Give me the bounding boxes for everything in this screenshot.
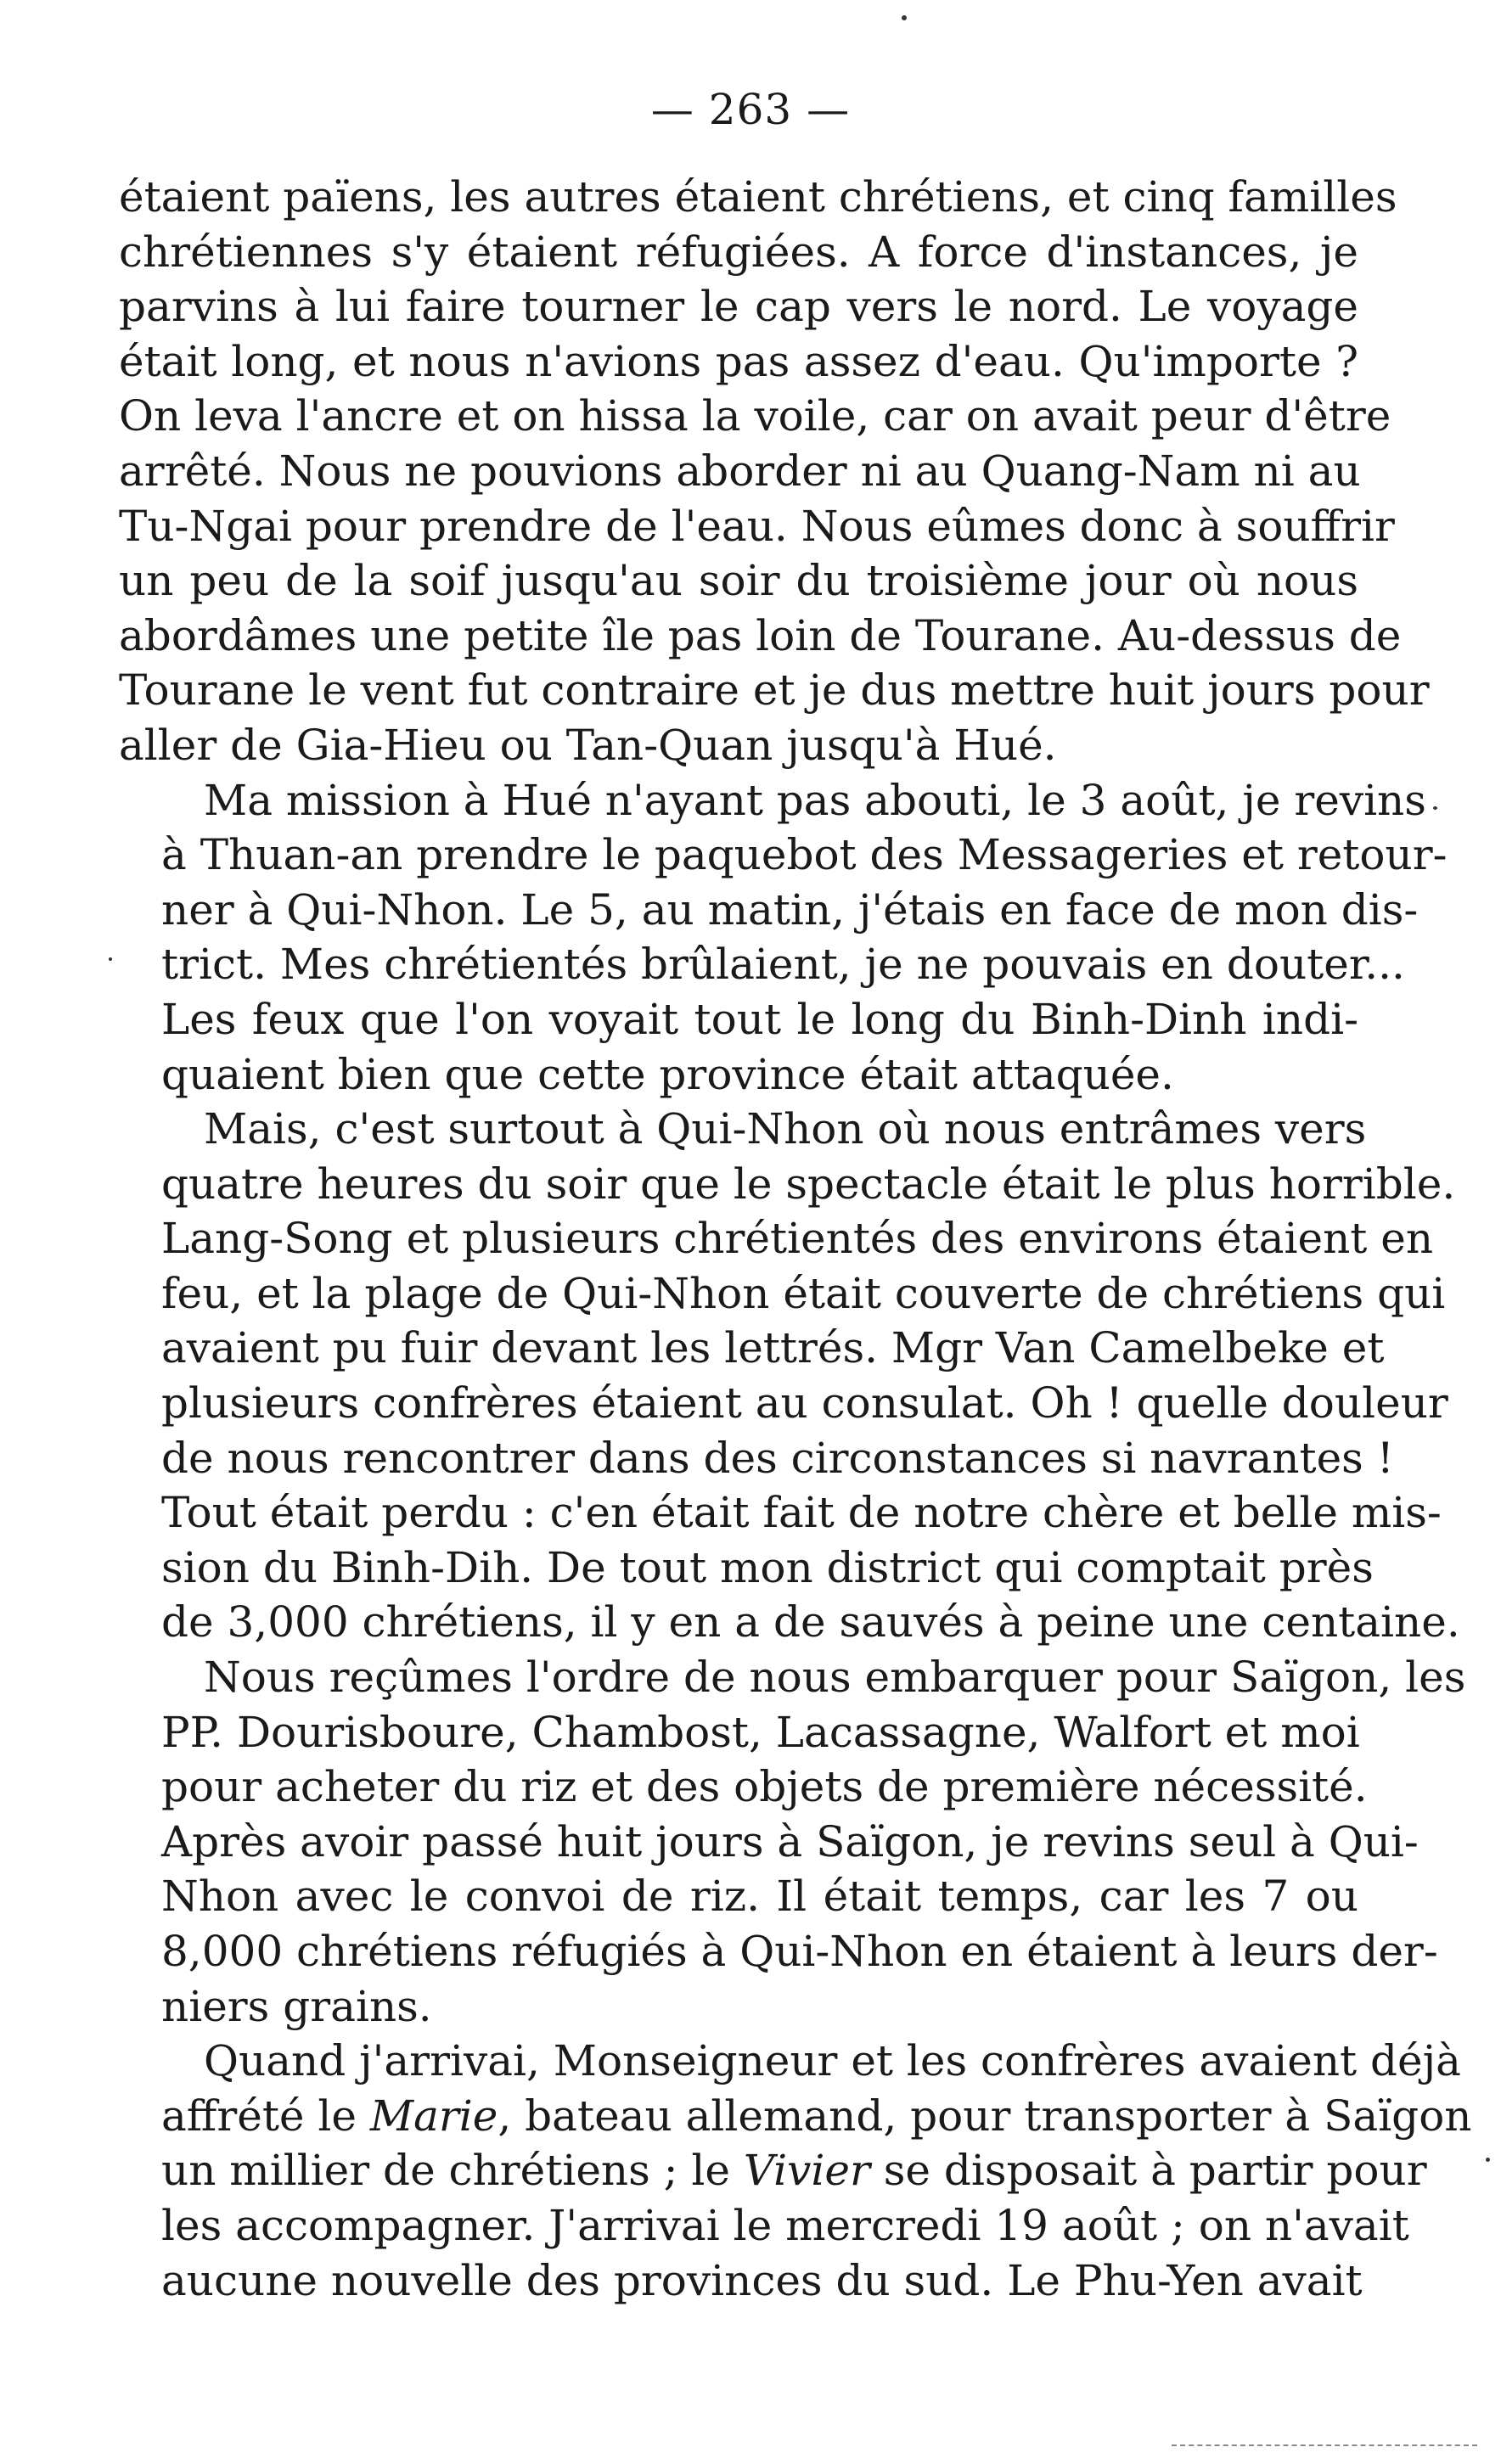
text-line: un millier de chrétiens ; le Vivier se disposait à partir pour — [161, 2146, 1427, 2196]
print-speck — [109, 957, 112, 961]
text-line: Nous reçûmes l'ordre de nous embarquer pour Saïgon, les — [204, 1653, 1466, 1703]
text-line: On leva l'ancre et on hissa la voile, car on avait peur d'être — [119, 391, 1391, 441]
paragraph-2 — [119, 773, 1448, 1103]
print-speck — [902, 15, 907, 20]
text-line: affrété le Marie, bateau allemand, pour transporter à Saïgon — [161, 2091, 1472, 2141]
paragraph-4 — [119, 1650, 1466, 2034]
text-line: Tourane le vent fut contraire et je dus mettre huit jours pour — [119, 665, 1430, 716]
print-speck — [1433, 806, 1437, 810]
text-line: aucune nouvelle des provinces du sud. Le Phu-Yen avait — [161, 2255, 1363, 2305]
text-line: Tu-Ngai pour prendre de l'eau. Nous eûmes donc à souffrir — [119, 501, 1395, 551]
text-line: arrêté. Nous ne pouvions aborder ni au Quang-Nam ni au — [119, 446, 1361, 496]
print-speck — [1486, 2158, 1490, 2162]
text-line: feu, et la plage de Qui-Nhon était couverte de chrétiens qui — [161, 1268, 1446, 1318]
text-line: étaient païens, les autres étaient chrétiens, et cinq familles — [119, 172, 1397, 222]
text-line: Lang-Song et plusieurs chrétientés des environs étaient en — [161, 1214, 1434, 1264]
text-line: PP. Dourisboure, Chambost, Lacassagne, Walfort et moi — [161, 1707, 1360, 1757]
body-text — [119, 170, 1472, 2308]
text-line: plusieurs confrères étaient au consulat. Oh ! quelle douleur — [161, 1378, 1448, 1428]
text-line: parvins à lui faire tourner le cap vers le nord. Le voyage — [119, 282, 1358, 332]
text-line: Après avoir passé huit jours à Saïgon, je revins seul à Qui- — [161, 1816, 1419, 1866]
text-line: Mais, c'est surtout à Qui-Nhon où nous entrâmes vers — [204, 1104, 1367, 1154]
text-line: abordâmes une petite île pas loin de Tourane. Au-dessus de — [119, 610, 1402, 660]
page-number: — 263 — — [650, 85, 851, 134]
text-line: quaient bien que cette province était attaquée. — [161, 1049, 1174, 1099]
text-line: aller de Gia-Hieu ou Tan-Quan jusqu'à Hué. — [119, 720, 1057, 770]
text-line: quatre heures du soir que le spectacle était le plus horrible. — [161, 1159, 1456, 1209]
text-line: avaient pu fuir devant les lettrés. Mgr Van Camelbeke et — [161, 1323, 1385, 1373]
text-line: était long, et nous n'avions pas assez d'eau. Qu'importe ? — [119, 336, 1358, 386]
paragraph-3 — [119, 1102, 1460, 1650]
text-line: Les feux que l'on voyait tout le long du Binh-Dinh indi- — [161, 994, 1358, 1044]
bottom-edge-rule — [1172, 2444, 1477, 2446]
paragraph-1 — [119, 170, 1430, 773]
text-line: pour acheter du riz et des objets de première nécessité. — [161, 1762, 1368, 1812]
text-line: niers grains. — [161, 1981, 432, 2031]
paragraph-5 — [119, 2034, 1472, 2308]
text-line: de 3,000 chrétiens, il y en a de sauvés à peine une centaine. — [161, 1597, 1460, 1647]
text-line: les accompagner. J'arrivai le mercredi 19 août ; on n'avait — [161, 2200, 1409, 2250]
text-line: trict. Mes chrétientés brûlaient, je ne pouvais en douter... — [161, 940, 1405, 990]
text-line: 8,000 chrétiens réfugiés à Qui-Nhon en étaient à leurs der- — [161, 1927, 1438, 1976]
text-line: un peu de la soif jusqu'au soir du troisième jour où nous — [119, 556, 1358, 606]
text-line: de nous rencontrer dans des circonstances si navrantes ! — [161, 1433, 1394, 1483]
text-line: Tout était perdu : c'en était fait de notre chère et belle mis- — [161, 1488, 1442, 1538]
text-line: chrétiennes s'y étaient réfugiées. A force d'instances, je — [119, 227, 1358, 277]
text-line: Quand j'arrivai, Monseigneur et les confrères avaient déjà — [204, 2036, 1461, 2086]
text-line: Nhon avec le convoi de riz. Il était temps, car les 7 ou — [161, 1872, 1358, 1922]
text-line: à Thuan-an prendre le paquebot des Messageries et retour- — [161, 830, 1448, 880]
text-line: Ma mission à Hué n'ayant pas abouti, le 3 août, je revins — [204, 775, 1426, 825]
text-line: sion du Binh-Dih. De tout mon district qui comptait près — [161, 1542, 1374, 1592]
text-line: ner à Qui-Nhon. Le 5, au matin, j'étais en face de mon dis- — [161, 884, 1419, 935]
